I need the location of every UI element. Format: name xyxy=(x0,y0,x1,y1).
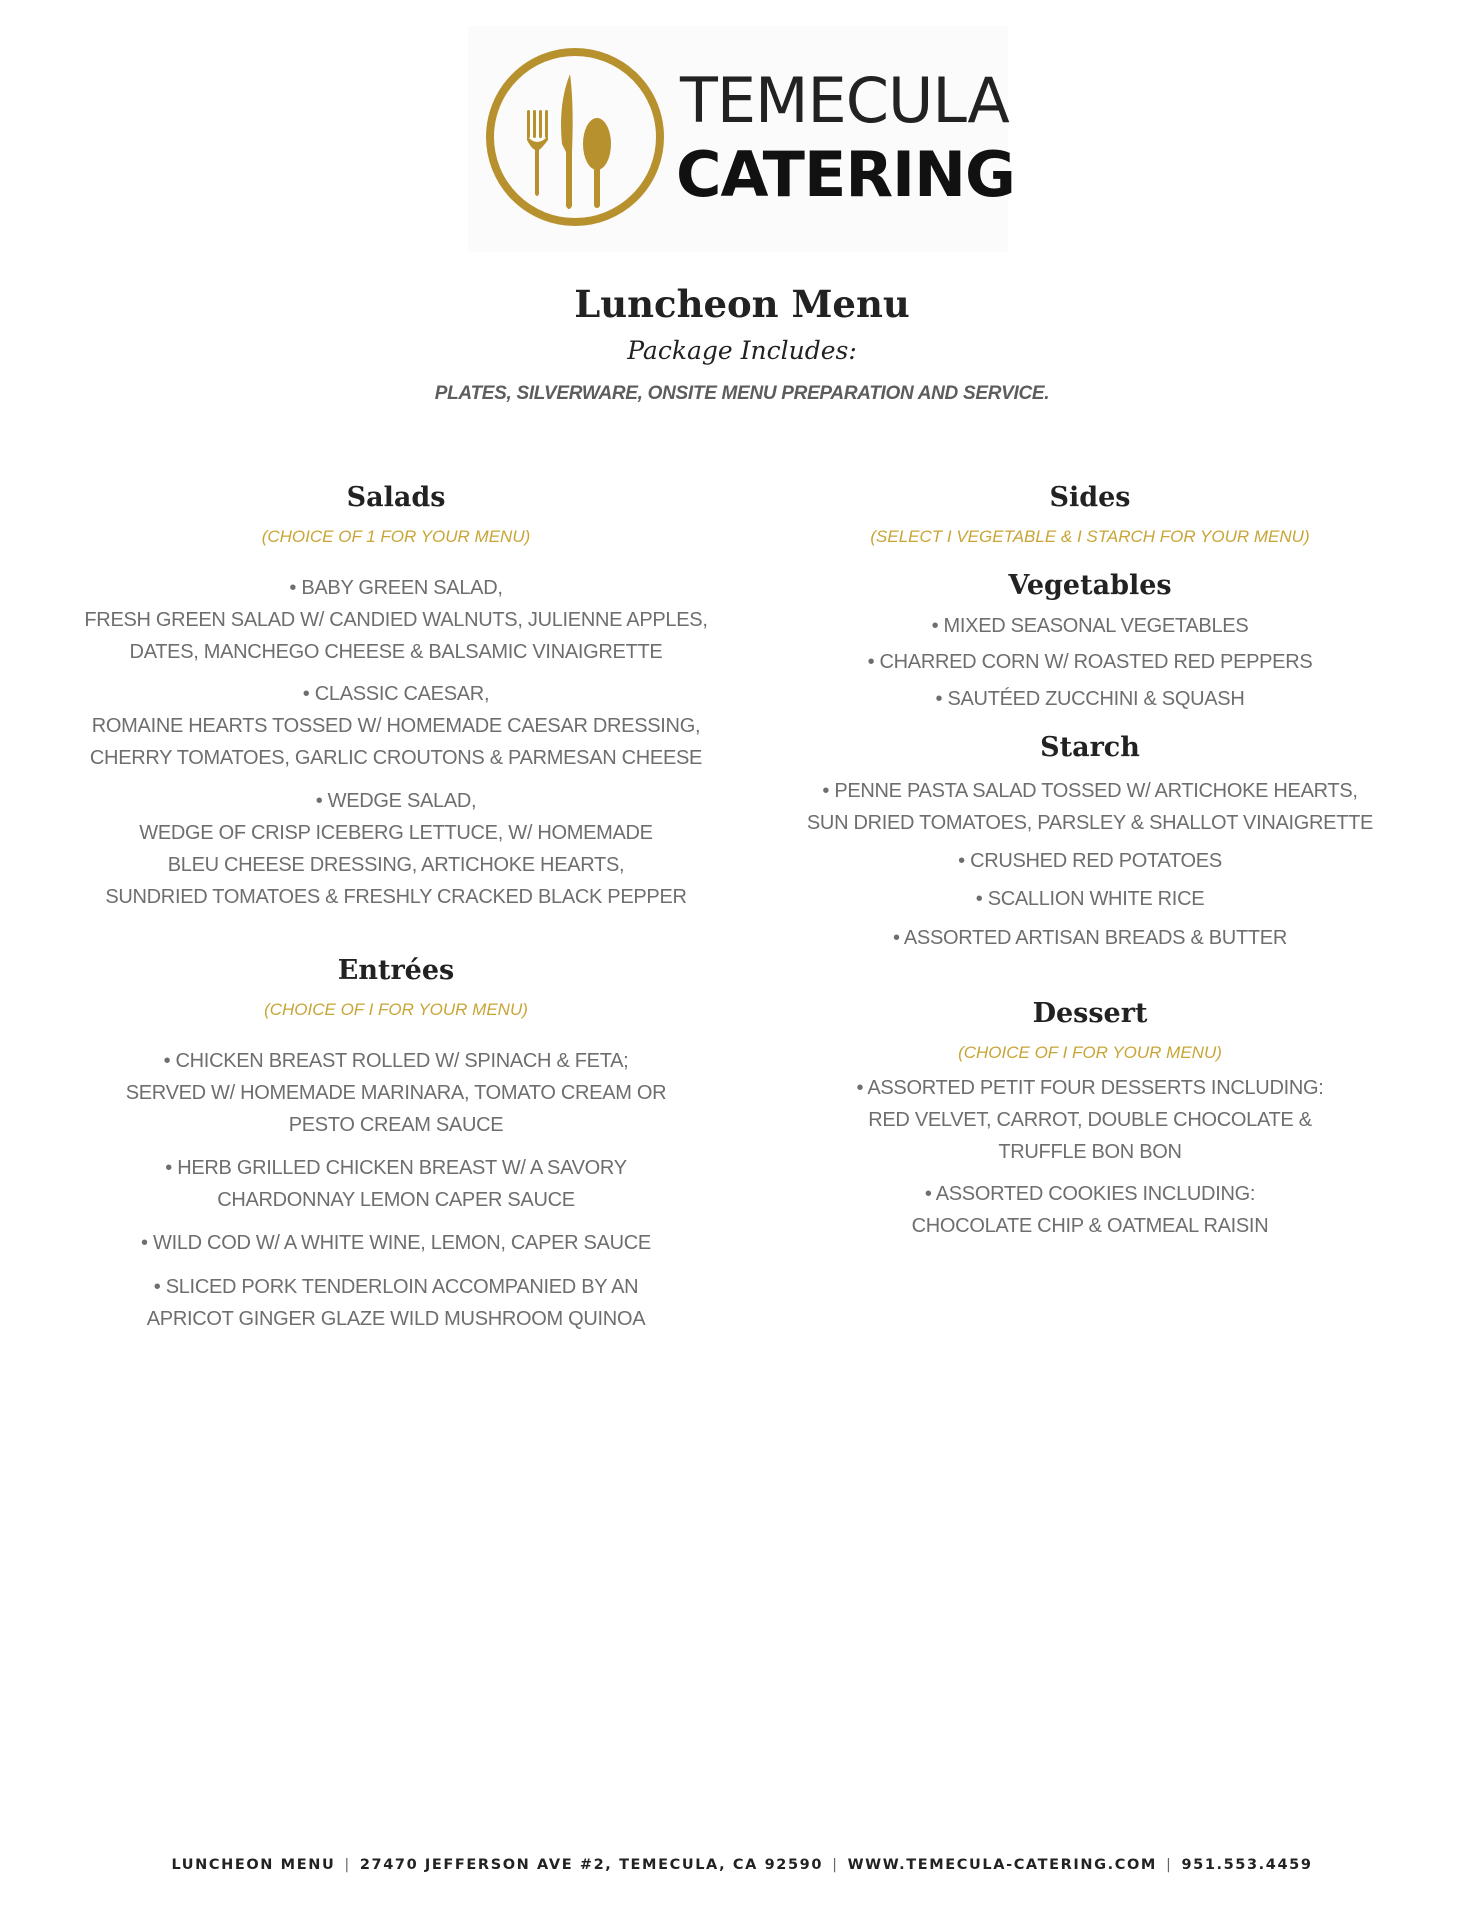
menu-item-line: ROMAINE HEARTS TOSSED W/ HOMEMADE CAESAR DRESSING, xyxy=(91,715,701,737)
footer-phone[interactable]: 951.553.4459 xyxy=(1181,1857,1313,1873)
sides-note: (SELECT I VEGETABLE & I STARCH FOR YOUR MENU) xyxy=(870,527,1310,546)
menu-item xyxy=(60,785,732,913)
menu-item-line: • SLICED PORK TENDERLOIN ACCOMPANIED BY AN xyxy=(153,1276,639,1298)
menu-item xyxy=(780,845,1400,877)
entrees-note: (CHOICE OF I FOR YOUR MENU) xyxy=(264,1000,528,1019)
footer-address: 27470 JEFFERSON AVE #2, TEMECULA, CA 92590 xyxy=(359,1857,824,1873)
page-title: Luncheon Menu xyxy=(574,282,910,326)
menu-item-line: • ASSORTED ARTISAN BREADS & BUTTER xyxy=(893,927,1287,949)
dessert-note: (CHOICE OF I FOR YOUR MENU) xyxy=(958,1043,1222,1062)
menu-item-line: SUN DRIED TOMATOES, PARSLEY & SHALLOT VINAIGRETTE xyxy=(806,812,1374,834)
footer-separator: | xyxy=(344,1857,351,1873)
menu-item-line: • CLASSIC CAESAR, xyxy=(302,683,490,705)
footer xyxy=(0,1857,1484,1873)
menu-item-line: • WILD COD W/ A WHITE WINE, LEMON, CAPER SAUCE xyxy=(141,1232,651,1254)
package-includes: PLATES, SILVERWARE, ONSITE MENU PREPARATION AND SERVICE. xyxy=(434,383,1050,404)
menu-item xyxy=(780,646,1400,678)
menu-item-line: • SAUTÉED ZUCCHINI & SQUASH xyxy=(935,688,1245,710)
menu-item-line: • ASSORTED COOKIES INCLUDING: xyxy=(924,1183,1256,1205)
menu-item-line: • ASSORTED PETIT FOUR DESSERTS INCLUDING: xyxy=(856,1077,1324,1099)
fork-knife-spoon-circle-icon xyxy=(482,44,668,230)
footer-label: LUNCHEON MENU xyxy=(171,1857,336,1873)
menu-item xyxy=(780,683,1400,715)
package-subtitle: Package Includes: xyxy=(627,336,857,365)
menu-item-line: PESTO CREAM SAUCE xyxy=(288,1114,504,1136)
menu-item-line: CHOCOLATE CHIP & OATMEAL RAISIN xyxy=(911,1215,1269,1237)
menu-item-line: CHARDONNAY LEMON CAPER SAUCE xyxy=(217,1189,575,1211)
menu-item xyxy=(780,610,1400,642)
menu-item-line: SUNDRIED TOMATOES & FRESHLY CRACKED BLACK PEPPER xyxy=(105,886,687,908)
menu-item-line: • CHARRED CORN W/ ROASTED RED PEPPERS xyxy=(867,651,1313,673)
menu-item xyxy=(60,1045,732,1141)
footer-separator: | xyxy=(832,1857,839,1873)
menu-item-line: • PENNE PASTA SALAD TOSSED W/ ARTICHOKE HEARTS, xyxy=(822,780,1358,802)
menu-item xyxy=(780,1178,1400,1242)
menu-item xyxy=(60,1227,732,1259)
menu-item-line: APRICOT GINGER GLAZE WILD MUSHROOM QUINOA xyxy=(146,1308,646,1330)
menu-item-line: • BABY GREEN SALAD, xyxy=(289,577,503,599)
menu-item xyxy=(780,883,1400,915)
salads-note: (CHOICE OF 1 FOR YOUR MENU) xyxy=(261,527,531,546)
menu-item-line: • MIXED SEASONAL VEGETABLES xyxy=(931,615,1249,637)
menu-item xyxy=(60,678,732,774)
menu-item-line: TRUFFLE BON BON xyxy=(998,1141,1182,1163)
menu-item-line: • SCALLION WHITE RICE xyxy=(975,888,1205,910)
footer-website-link[interactable]: WWW.TEMECULA-CATERING.COM xyxy=(847,1857,1157,1873)
logo-text-catering: CATERING xyxy=(676,138,1015,211)
menu-item xyxy=(780,1072,1400,1168)
menu-item-line: • HERB GRILLED CHICKEN BREAST W/ A SAVORY xyxy=(165,1157,627,1179)
sides-heading: Sides xyxy=(1049,482,1131,513)
menu-item-line: • CHICKEN BREAST ROLLED W/ SPINACH & FETA; xyxy=(163,1050,629,1072)
logo-text-temecula: TEMECULA xyxy=(680,64,1009,137)
entrees-heading: Entrées xyxy=(337,955,455,986)
menu-item-line: • CRUSHED RED POTATOES xyxy=(958,850,1222,872)
menu-item-line: RED VELVET, CARROT, DOUBLE CHOCOLATE & xyxy=(868,1109,1312,1131)
dessert-heading: Dessert xyxy=(1032,998,1148,1029)
menu-item-line: SERVED W/ HOMEMADE MARINARA, TOMATO CREAM OR xyxy=(125,1082,667,1104)
menu-item xyxy=(60,1152,732,1216)
menu-item xyxy=(60,572,732,668)
logo xyxy=(468,26,1015,252)
menu-item-line: WEDGE OF CRISP ICEBERG LETTUCE, W/ HOMEMADE xyxy=(139,822,653,844)
menu-item-line: CHERRY TOMATOES, GARLIC CROUTONS & PARMESAN CHEESE xyxy=(89,747,703,769)
starch-heading: Starch xyxy=(1040,732,1140,763)
footer-separator: | xyxy=(1165,1857,1173,1873)
vegetables-heading: Vegetables xyxy=(1008,570,1172,601)
menu-item-line: BLEU CHEESE DRESSING, ARTICHOKE HEARTS, xyxy=(167,854,625,876)
menu-item-line: • WEDGE SALAD, xyxy=(315,790,477,812)
menu-item xyxy=(780,775,1400,839)
menu-item xyxy=(780,922,1400,954)
salads-heading: Salads xyxy=(346,482,446,513)
menu-item-line: DATES, MANCHEGO CHEESE & BALSAMIC VINAIGRETTE xyxy=(129,641,663,663)
menu-item xyxy=(60,1271,732,1335)
menu-item-line: FRESH GREEN SALAD W/ CANDIED WALNUTS, JULIENNE APPLES, xyxy=(84,609,708,631)
